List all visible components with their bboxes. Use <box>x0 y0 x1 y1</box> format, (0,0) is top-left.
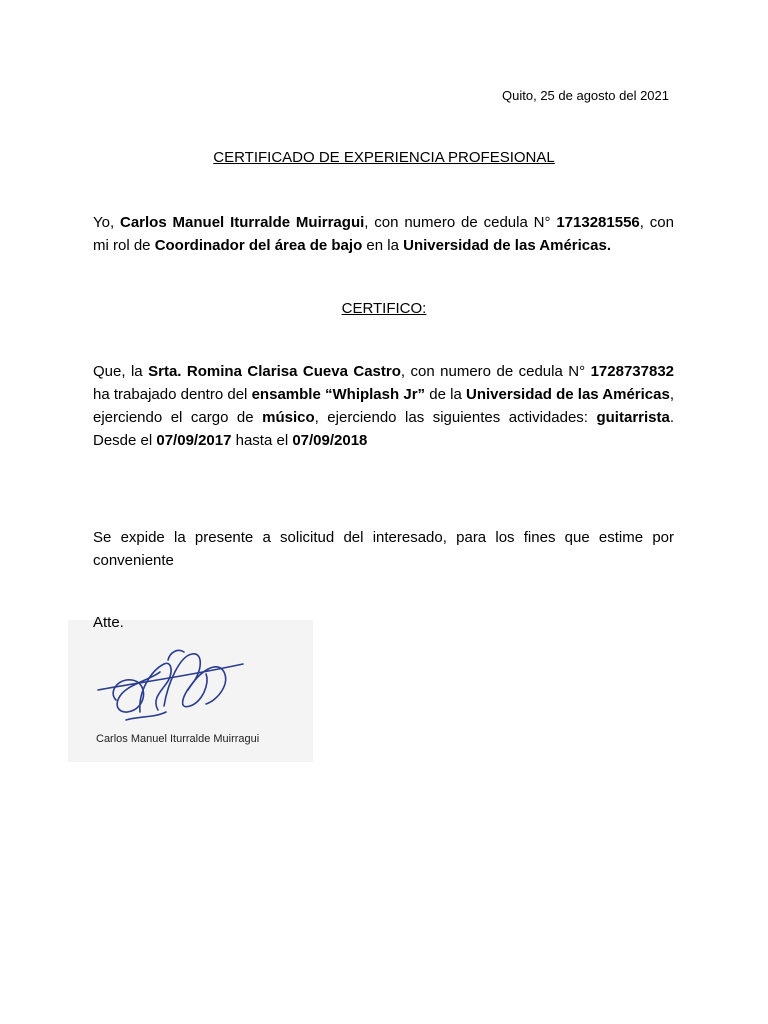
body-text-8: hasta el <box>231 432 293 449</box>
body-paragraph <box>93 360 674 452</box>
position-name: músico <box>262 409 315 426</box>
body-text-1: Que, la <box>93 363 149 380</box>
body-text-3: ha trabajado dentro del <box>93 386 252 403</box>
activity-name: guitarrista <box>596 409 670 426</box>
date-line: Quito, 25 de agosto del 2021 <box>502 88 669 103</box>
body-text-6: , ejerciendo las siguientes actividades: <box>314 409 597 426</box>
body-text-4: de la <box>425 386 467 403</box>
issuer-name: Carlos Manuel Iturralde Muirragui <box>120 214 365 231</box>
body-text-2: , con numero de cedula N° <box>400 363 591 380</box>
intro-text-2: , con numero de cedula N° <box>364 214 557 231</box>
intro-text-4: en la <box>362 237 404 254</box>
issuer-id: 1713281556 <box>556 214 640 231</box>
intro-text-1: Yo, <box>93 214 120 231</box>
intro-text-3: , con mi rol de <box>93 214 674 254</box>
ensemble-name: ensamble “Whiplash Jr” <box>251 386 426 403</box>
start-date: 07/09/2017 <box>156 432 232 449</box>
issuer-institution: Universidad de las Américas. <box>403 237 611 254</box>
end-date: 07/09/2018 <box>292 432 368 449</box>
signature-block <box>68 620 313 762</box>
intro-paragraph <box>93 211 674 257</box>
body-text-7: . Desde el <box>93 409 675 449</box>
person-id: 1728737832 <box>590 363 675 380</box>
person-name: Srta. Romina Clarisa Cueva Castro <box>148 363 401 380</box>
body-text-5: , ejerciendo el cargo de <box>93 386 674 426</box>
body-institution: Universidad de las Américas <box>466 386 670 403</box>
atte-label: Atte. <box>93 614 124 631</box>
issuer-role: Coordinador del área de bajo <box>154 237 363 254</box>
document-title: CERTIFICADO DE EXPERIENCIA PROFESIONAL <box>213 149 555 166</box>
signature-printed-name: Carlos Manuel Iturralde Muirragui <box>96 733 260 745</box>
closing-paragraph: Se expide la presente a solicitud del interesado, para los fines que estime por conveniente <box>93 529 674 569</box>
certifico-heading: CERTIFICO: <box>341 300 427 317</box>
